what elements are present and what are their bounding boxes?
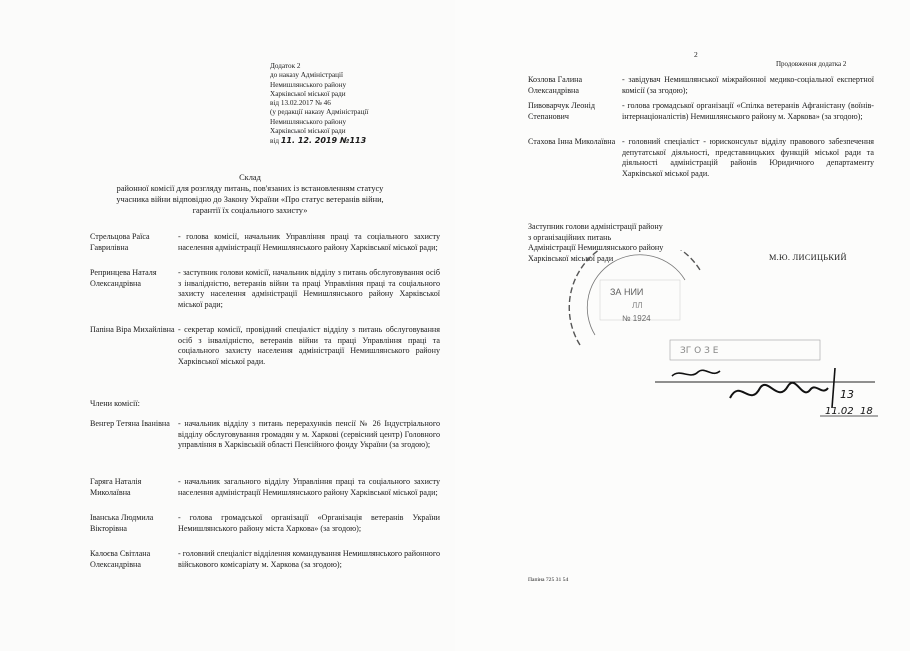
person-name: Козлова Галина Олександрівна	[528, 75, 583, 95]
title-line: учасника війни відповідно до Закону України «Про статус ветеранів війни,	[116, 195, 384, 204]
header-line: Немишлянського району	[270, 117, 347, 126]
person-name: Венгер Тетяна Іванівна	[90, 419, 170, 428]
person-role: - завідувач Немишлянської міжрайонної медико-соціальної експертної комісії (за згодою);	[622, 75, 874, 95]
footer-note: Папіна 725 31 54	[528, 577, 569, 583]
header-line: Харківської міської ради	[270, 89, 346, 98]
signature-line: Адміністрації Немишлянського району	[528, 243, 664, 252]
person-role: - начальник загального відділу Управління праці та соціального захисту населення адміністрації Немишлянського району Харківської міської ради;	[178, 477, 440, 497]
person-role: - заступник голови комісії, начальник відділу з питань обслуговування осіб з інвалідністю, ветеранів війни та праці Управління праці та соціального захисту населення адміністрації Немишлянського району Харківської міської ради;	[178, 268, 440, 309]
svg-text:11.02: 11.02	[825, 406, 854, 417]
document-title	[80, 172, 420, 216]
signer-name: М.Ю. ЛИСИЦЬКИЙ	[769, 253, 847, 262]
person-name: Іванська Людмила Вікторівна	[90, 513, 154, 533]
header-block	[270, 62, 420, 147]
header-date-prefix: від	[270, 137, 280, 146]
svg-text:ЛЛ: ЛЛ	[632, 301, 643, 310]
header-line: від 13.02.2017 № 46	[270, 99, 331, 108]
person-role: - секретар комісії, провідний спеціаліст відділу з питань обслуговування осіб з інвалідністю, ветеранів війни та праці Управління праці та соціального захисту населення адміністрації Немишлянського району Харківської міської ради.	[178, 325, 440, 366]
person-role: - начальник відділу з питань перерахунків пенсії № 26 Індустріального відділу обслуговування громадян у м. Харкові (сервісний центр) Головного управління в Харківській області Пенсійного фонду України (за згодою);	[178, 419, 440, 449]
person-name: Гаряга Наталія Миколаївна	[90, 477, 142, 497]
title-line: районної комісії для розгляду питань, пов'язаних із встановленням статусу	[116, 184, 384, 193]
signature-line: Харківської міської ради	[528, 253, 614, 263]
header-line: до наказу Адміністрації	[270, 71, 344, 80]
person-role: - голова комісії, начальник Управління праці та соціального захисту населення адміністрації Немишлянського району Харківської міської ради;	[178, 232, 440, 252]
svg-text:18: 18	[860, 406, 873, 417]
svg-text:ЗА НИИ: ЗА НИИ	[610, 287, 644, 297]
header-line: Харківської міської ради	[270, 127, 346, 136]
person-role: - головний спеціаліст відділення командування Немишлянського районного військового комісаріату м. Харкова (за згодою);	[178, 549, 440, 569]
handwritten-date: 11. 12. 2019 №113	[280, 136, 367, 146]
person-name: Стахова Інна Миколаївна	[528, 137, 616, 146]
header-line: (у редакції наказу Адміністрації	[270, 108, 369, 117]
svg-text:13: 13	[840, 388, 854, 401]
person-role: - головний спеціаліст - юрисконсульт відділу правового забезпечення депутатської діяльності, представницьких функцій міської ради та діяльності адміністрацій районів Юридичного департаменту Харківської міської ради.	[622, 137, 874, 178]
title-line: Склад	[239, 173, 261, 182]
person-role: - голова громадської організації «Організація ветеранів України Немишлянського району міста Харкова» (за згодою);	[178, 513, 440, 533]
header-date	[270, 136, 420, 146]
title-line: гарантії їх соціального захисту»	[192, 206, 308, 215]
person-name: Стрельцова Раїса Гаврилівна	[90, 232, 150, 252]
person-name: Калоєва Світлана Олександрівна	[90, 549, 151, 569]
person-name: Папіна Віра Михайлівна	[90, 325, 175, 334]
person-role: - голова громадської організації «Спілка ветеранів Афганістану (воїнів-інтернаціоналістів) Немишлянського району м. Харкова» (за згодою);	[622, 101, 874, 121]
members-label: Члени комісії:	[90, 399, 140, 408]
continuation-label: Продовження додатка 2	[776, 60, 847, 68]
page-number: 2	[694, 50, 698, 59]
copy-signature-mark	[650, 338, 880, 418]
header-line: Додаток 2	[270, 62, 301, 70]
person-name: Пивоварчук Леонід Степанович	[528, 101, 595, 121]
svg-text:ЗГ О З Е: ЗГ О З Е	[680, 346, 719, 356]
signature-line: Заступник голови адміністрації району	[528, 222, 663, 231]
signature-line: з організаційних питань	[528, 232, 612, 242]
header-line: Немишлянського району	[270, 80, 347, 89]
person-name: Репринцева Наталя Олександрівна	[90, 268, 157, 288]
svg-text:№ 1924: № 1924	[622, 314, 651, 323]
